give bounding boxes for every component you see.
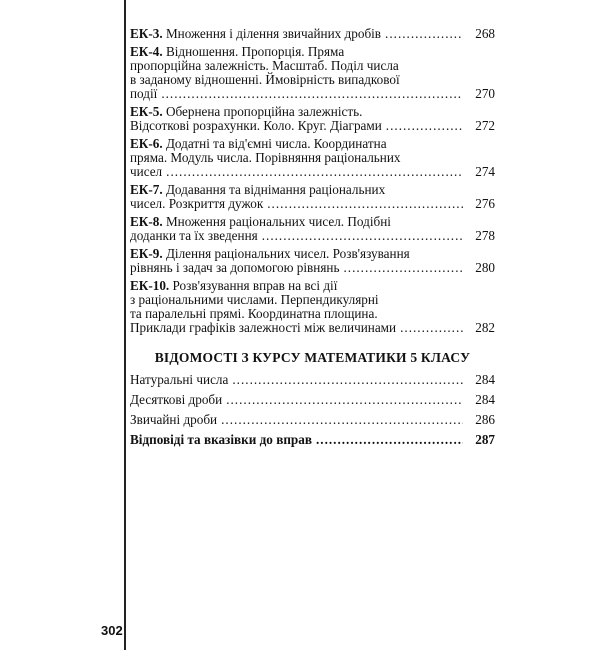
entry-last-label: Приклади графіків залежності між величинами [130,320,397,335]
entry-page: 278 [475,228,495,243]
entry-last-label: доданки та їх зведення [130,228,258,243]
entry-text-line [130,73,495,87]
entry-last-text [130,87,157,101]
entry-code: ЕК-4. [130,44,163,59]
entry-last-label: події [130,86,158,101]
entry-line-text: Ділення раціональних чисел. Розв'язування [165,246,410,261]
leader-dots [166,165,463,179]
answers-label: Відповіді та вказівки до вправ [130,432,312,447]
leader-dots [161,87,463,101]
leader-dots [262,229,463,243]
entry-code: ЕК-7. [130,182,163,197]
section-entry-page: 284 [475,392,495,407]
entry-line-text: Множення раціональних чисел. Подібні [165,214,391,229]
entry-text-line [130,45,495,59]
margin-rule [124,0,126,650]
entry-code: ЕК-3. [130,26,163,41]
entry-text-line [130,183,495,197]
section-entry[interactable] [130,373,495,387]
section-entry-page: 284 [475,372,495,387]
entry-last-text [130,27,381,41]
entry-line-text: в заданому відношенні. Ймовірність випадкової [130,72,400,87]
entry-line-text: Обернена пропорційна залежність. [165,104,363,119]
leader-dots [343,261,463,275]
leader-dots [221,413,463,427]
entry-last-line [130,87,495,101]
section-title: ВІДОМОСТІ З КУРСУ МАТЕМАТИКИ 5 КЛАСУ [154,350,471,365]
entry-line-text: Відношення. Пропорція. Пряма [165,44,345,59]
entry-text-line [130,279,495,293]
entry-text-line [130,247,495,261]
entry-last-text [130,119,382,133]
entry-last-text [130,321,396,335]
entry-text-line [130,293,495,307]
answers-page: 287 [475,432,495,447]
entry-last-line [130,197,495,211]
entry-page: 272 [475,118,495,133]
entry-text-line [130,307,495,321]
entry-line-text: Додатні та від'ємні числа. Координатна [165,136,387,151]
entry-page: 274 [475,164,495,179]
toc-entry[interactable] [130,183,495,211]
toc-entry[interactable] [130,45,495,101]
entry-last-line [130,165,495,179]
entry-last-text [130,229,258,243]
entry-text-line [130,105,495,119]
entry-text-line [130,137,495,151]
toc-entry[interactable] [130,279,495,335]
section-entry-label: Натуральні числа [130,372,229,387]
entry-code: ЕК-6. [130,136,163,151]
entry-last-line [130,321,495,335]
page-number: 302 [101,623,123,638]
section-entry-page: 286 [475,412,495,427]
leader-dots [385,27,463,41]
leader-dots [386,119,463,133]
toc-entry[interactable] [130,105,495,133]
entry-last-text [130,165,162,179]
entry-last-line [130,261,495,275]
entry-last-text [130,197,263,211]
entry-line-text: пряма. Модуль числа. Порівняння раціональних [130,150,401,165]
entry-text-line [130,215,495,229]
answers-entry[interactable] [130,433,495,447]
entry-last-label: чисел [130,164,163,179]
entry-page: 276 [475,196,495,211]
entry-page: 268 [475,26,495,41]
entry-page: 280 [475,260,495,275]
entry-last-text [130,261,339,275]
toc-entry[interactable] [130,27,495,41]
section-list [130,373,495,427]
entry-code: ЕК-9. [130,246,163,261]
entry-text-line [130,59,495,73]
entry-page: 282 [475,320,495,335]
section-entry[interactable] [130,413,495,427]
entry-line-text: з раціональними числами. Перпендикулярні [130,292,379,307]
toc-entry[interactable] [130,247,495,275]
entry-last-line [130,229,495,243]
section-entry-label: Десяткові дроби [130,392,223,407]
entry-code: ЕК-8. [130,214,163,229]
leader-dots [232,373,463,387]
entry-last-line [130,119,495,133]
leader-dots [267,197,463,211]
entry-line-text: Розв'язування вправ на всі дії [172,278,338,293]
entry-last-label: Відсоткові розрахунки. Коло. Круг. Діаграми [130,118,382,133]
entry-last-label: рівнянь і задач за допомогою рівнянь [130,260,340,275]
entry-code: ЕК-5. [130,104,163,119]
entry-line-text: Додавання та віднімання раціональних [165,182,386,197]
entry-last-line [130,27,495,41]
entry-line-text: пропорційна залежність. Масштаб. Поділ числа [130,58,399,73]
toc-entry[interactable] [130,137,495,179]
toc-entry[interactable] [130,215,495,243]
leader-dots [316,433,463,447]
section-entry-label: Звичайні дроби [130,412,218,427]
ek-list [130,27,495,335]
section-entry[interactable] [130,393,495,407]
leader-dots [226,393,463,407]
entry-page: 270 [475,86,495,101]
leader-dots [400,321,463,335]
entry-last-label: Множення і ділення звичайних дробів [165,26,382,41]
entry-line-text: та паралельні прямі. Координатна площина. [130,306,378,321]
entry-last-label: чисел. Розкриття дужок [130,196,264,211]
entry-code: ЕК-10. [130,278,170,293]
entry-text-line [130,151,495,165]
table-of-contents [130,27,495,453]
